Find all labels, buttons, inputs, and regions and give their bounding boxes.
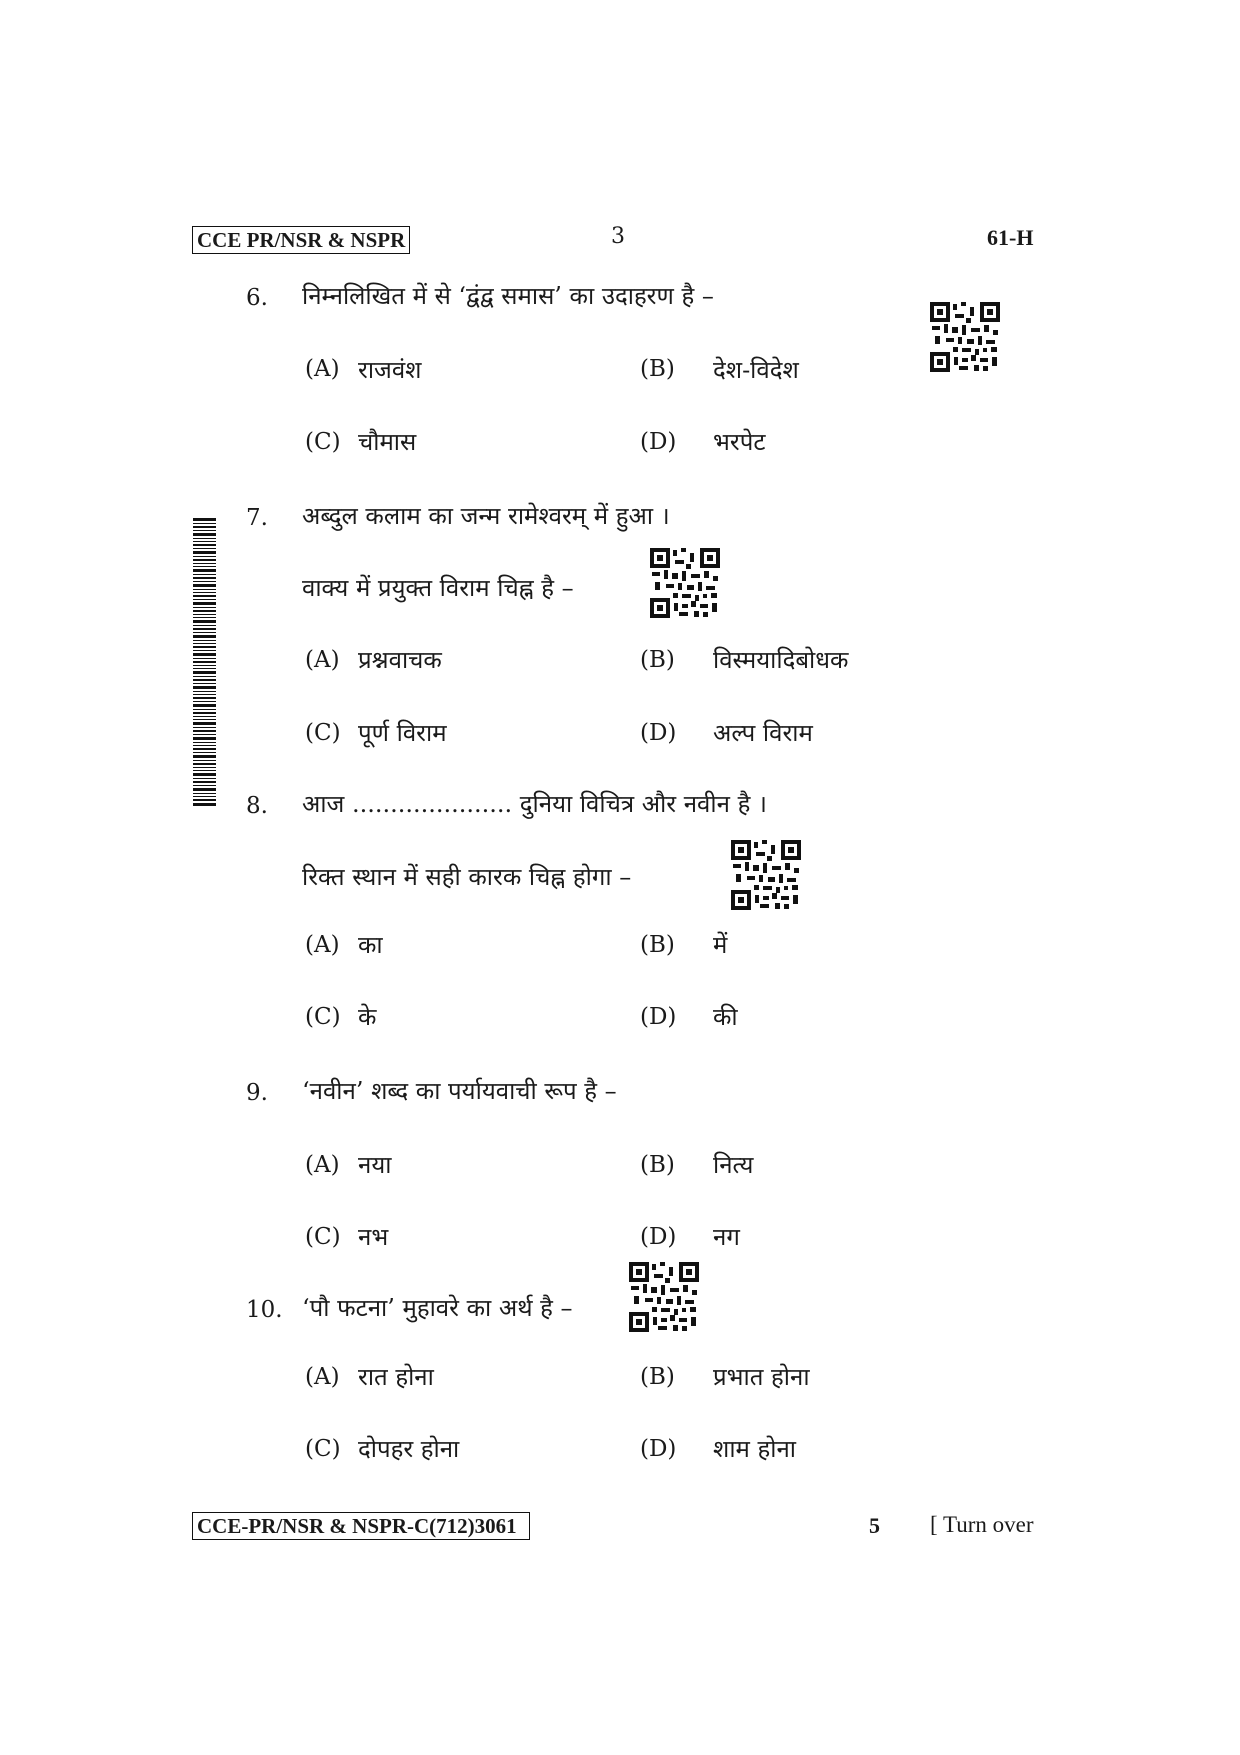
- option-label: (B): [640, 647, 675, 673]
- header-code-left: CCE PR/NSR & NSPR: [192, 226, 410, 254]
- question-text: आज ..................... दुनिया विचित्र और नवीन है ।: [302, 790, 768, 818]
- option-text: शाम होना: [713, 1435, 797, 1463]
- option-label: (A): [305, 356, 340, 382]
- question-number: 10.: [246, 1297, 283, 1323]
- question-number: 7.: [246, 505, 268, 531]
- option-text: नग: [713, 1223, 740, 1251]
- option-label: (D): [640, 1436, 677, 1462]
- option-label: (A): [305, 1364, 340, 1390]
- footer-code: CCE-PR/NSR & NSPR-C(712)3061: [192, 1512, 530, 1540]
- option-label: (D): [640, 720, 677, 746]
- question-number: 6.: [246, 285, 268, 311]
- question-number: 9.: [246, 1080, 268, 1106]
- option-text: का: [358, 931, 383, 959]
- option-text: के: [358, 1003, 377, 1031]
- option-label: (C): [305, 720, 341, 746]
- option-label: (C): [305, 1004, 341, 1030]
- option-text: देश-विदेश: [713, 356, 799, 384]
- question-subtext: रिक्त स्थान में सही कारक चिह्न होगा –: [302, 863, 632, 891]
- option-label: (C): [305, 1224, 341, 1250]
- option-text: राजवंश: [358, 356, 422, 384]
- question-text: अब्दुल कलाम का जन्म रामेश्वरम् में हुआ ।: [302, 502, 670, 530]
- page-number: 3: [611, 224, 625, 249]
- option-text: नया: [358, 1151, 392, 1179]
- option-text: पूर्ण विराम: [358, 719, 447, 747]
- option-text: अल्प विराम: [713, 719, 813, 747]
- qr-code-icon: [629, 1262, 699, 1332]
- question-number: 8.: [246, 793, 268, 819]
- option-label: (C): [305, 1436, 341, 1462]
- option-text: दोपहर होना: [358, 1435, 460, 1463]
- option-label: (B): [640, 356, 675, 382]
- header-code-right: 61-H: [987, 225, 1034, 250]
- option-label: (A): [305, 647, 340, 673]
- option-text: भरपेट: [713, 428, 766, 456]
- option-text: में: [713, 931, 728, 959]
- turn-over-note: [ Turn over: [930, 1512, 1034, 1537]
- sheet-number: 5: [869, 1513, 880, 1538]
- option-label: (A): [305, 1152, 340, 1178]
- option-text: प्रभात होना: [713, 1363, 810, 1391]
- qr-code-icon: [930, 302, 1000, 372]
- qr-code-icon: [731, 840, 801, 910]
- question-subtext: वाक्य में प्रयुक्त विराम चिह्न है –: [302, 574, 574, 602]
- option-text: चौमास: [358, 428, 417, 456]
- option-label: (B): [640, 932, 675, 958]
- barcode-icon: [193, 518, 216, 806]
- option-label: (A): [305, 932, 340, 958]
- question-text: ‘पौ फटना’ मुहावरे का अर्थ है –: [302, 1294, 573, 1322]
- option-text: रात होना: [358, 1363, 434, 1391]
- option-label: (B): [640, 1152, 675, 1178]
- option-text: नभ: [358, 1223, 389, 1251]
- option-label: (D): [640, 1224, 677, 1250]
- option-label: (B): [640, 1364, 675, 1390]
- qr-code-icon: [650, 548, 720, 618]
- option-label: (C): [305, 429, 341, 455]
- option-text: की: [713, 1003, 738, 1031]
- option-text: विस्मयादिबोधक: [713, 646, 849, 674]
- question-text: ‘नवीन’ शब्द का पर्यायवाची रूप है –: [302, 1077, 617, 1105]
- option-label: (D): [640, 429, 677, 455]
- question-text: निम्नलिखित में से ‘द्वंद्व समास’ का उदाहरण है –: [302, 282, 714, 310]
- option-text: नित्य: [713, 1151, 754, 1179]
- option-label: (D): [640, 1004, 677, 1030]
- option-text: प्रश्नवाचक: [358, 646, 442, 674]
